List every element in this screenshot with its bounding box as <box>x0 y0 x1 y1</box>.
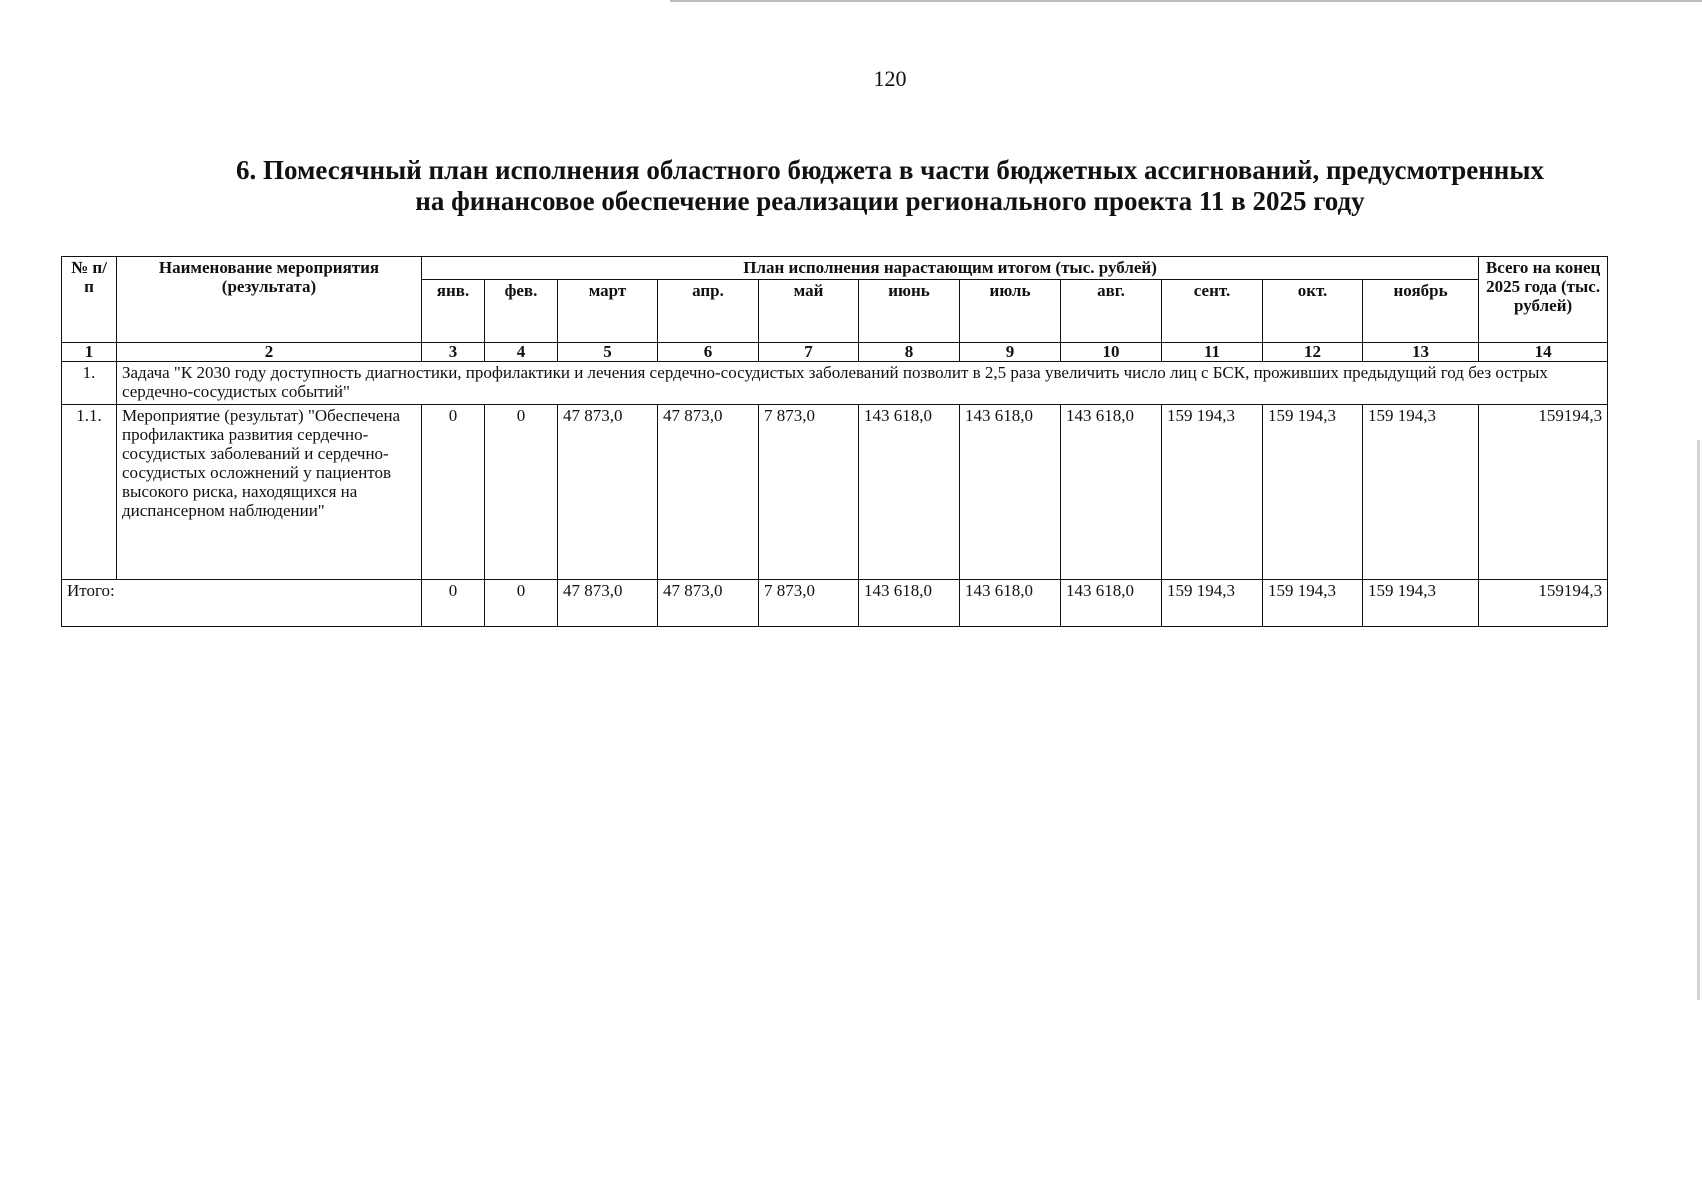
summary-value-aug: 143 618,0 <box>1061 580 1162 627</box>
header-month: июнь <box>859 280 960 343</box>
scan-artifact-top-line <box>670 0 1702 2</box>
event-value-jan: 0 <box>422 405 485 580</box>
column-number: 7 <box>759 343 859 362</box>
page-number: 120 <box>873 66 907 91</box>
header-total: Всего на конец 2025 года (тыс. рублей) <box>1479 257 1608 343</box>
header-month: сент. <box>1162 280 1263 343</box>
summary-value-apr: 47 873,0 <box>658 580 759 627</box>
column-number: 3 <box>422 343 485 362</box>
column-number: 13 <box>1363 343 1479 362</box>
document-title <box>120 155 1660 217</box>
event-name: Мероприятие (результат) "Обеспечена профилактика развития сердечно-сосудистых заболеваний и сердечно-сосудистых осложнений у пациентов высокого риска, находящихся на диспансерном наблюдении" <box>117 405 422 580</box>
header-month: авг. <box>1061 280 1162 343</box>
event-row <box>62 405 1608 580</box>
column-number: 6 <box>658 343 759 362</box>
header-month: янв. <box>422 280 485 343</box>
summary-value-jul: 143 618,0 <box>960 580 1061 627</box>
event-value-aug: 143 618,0 <box>1061 405 1162 580</box>
column-number: 2 <box>117 343 422 362</box>
header-month: март <box>558 280 658 343</box>
header-row-1 <box>62 257 1608 280</box>
column-number: 8 <box>859 343 960 362</box>
summary-value-jun: 143 618,0 <box>859 580 960 627</box>
document-title-line-2: на финансовое обеспечение реализации регионального проекта 11 в 2025 году <box>415 186 1365 216</box>
summary-row <box>62 580 1608 627</box>
event-value-mar: 47 873,0 <box>558 405 658 580</box>
task-num: 1. <box>62 362 117 405</box>
event-value-apr: 47 873,0 <box>658 405 759 580</box>
column-number: 12 <box>1263 343 1363 362</box>
column-number: 9 <box>960 343 1061 362</box>
column-number: 5 <box>558 343 658 362</box>
event-value-feb: 0 <box>485 405 558 580</box>
column-number: 11 <box>1162 343 1263 362</box>
header-month: апр. <box>658 280 759 343</box>
column-number: 14 <box>1479 343 1608 362</box>
task-text: Задача "К 2030 году доступность диагностики, профилактики и лечения сердечно-сосудистых заболеваний позволит в 2,5 раза увеличить число лиц с БСК, проживших предыдущий год без острых сердечно-сосудистых событий" <box>117 362 1608 405</box>
column-number: 1 <box>62 343 117 362</box>
header-month: май <box>759 280 859 343</box>
summary-value-sep: 159 194,3 <box>1162 580 1263 627</box>
budget-plan-table <box>61 256 1608 627</box>
column-number-row <box>62 343 1608 362</box>
event-value-nov: 159 194,3 <box>1363 405 1479 580</box>
summary-label: Итого: <box>62 580 422 627</box>
document-title-line-1: 6. Помесячный план исполнения областного бюджета в части бюджетных ассигнований, предусмотренных <box>236 155 1544 185</box>
header-plan-group: План исполнения нарастающим итогом (тыс. рублей) <box>422 257 1479 280</box>
scan-artifact-right-edge <box>1697 440 1700 1000</box>
header-month: фев. <box>485 280 558 343</box>
summary-value-oct: 159 194,3 <box>1263 580 1363 627</box>
event-total: 159194,3 <box>1479 405 1608 580</box>
header-num: № п/п <box>62 257 117 343</box>
column-number: 10 <box>1061 343 1162 362</box>
event-value-jul: 143 618,0 <box>960 405 1061 580</box>
header-month: окт. <box>1263 280 1363 343</box>
header-month: ноябрь <box>1363 280 1479 343</box>
summary-value-nov: 159 194,3 <box>1363 580 1479 627</box>
event-value-may: 7 873,0 <box>759 405 859 580</box>
header-name: Наименование мероприятия (результата) <box>117 257 422 343</box>
header-month: июль <box>960 280 1061 343</box>
summary-value-feb: 0 <box>485 580 558 627</box>
event-value-oct: 159 194,3 <box>1263 405 1363 580</box>
task-row <box>62 362 1608 405</box>
summary-total: 159194,3 <box>1479 580 1608 627</box>
column-number: 4 <box>485 343 558 362</box>
event-num: 1.1. <box>62 405 117 580</box>
summary-value-may: 7 873,0 <box>759 580 859 627</box>
summary-value-jan: 0 <box>422 580 485 627</box>
summary-value-mar: 47 873,0 <box>558 580 658 627</box>
event-value-sep: 159 194,3 <box>1162 405 1263 580</box>
event-value-jun: 143 618,0 <box>859 405 960 580</box>
